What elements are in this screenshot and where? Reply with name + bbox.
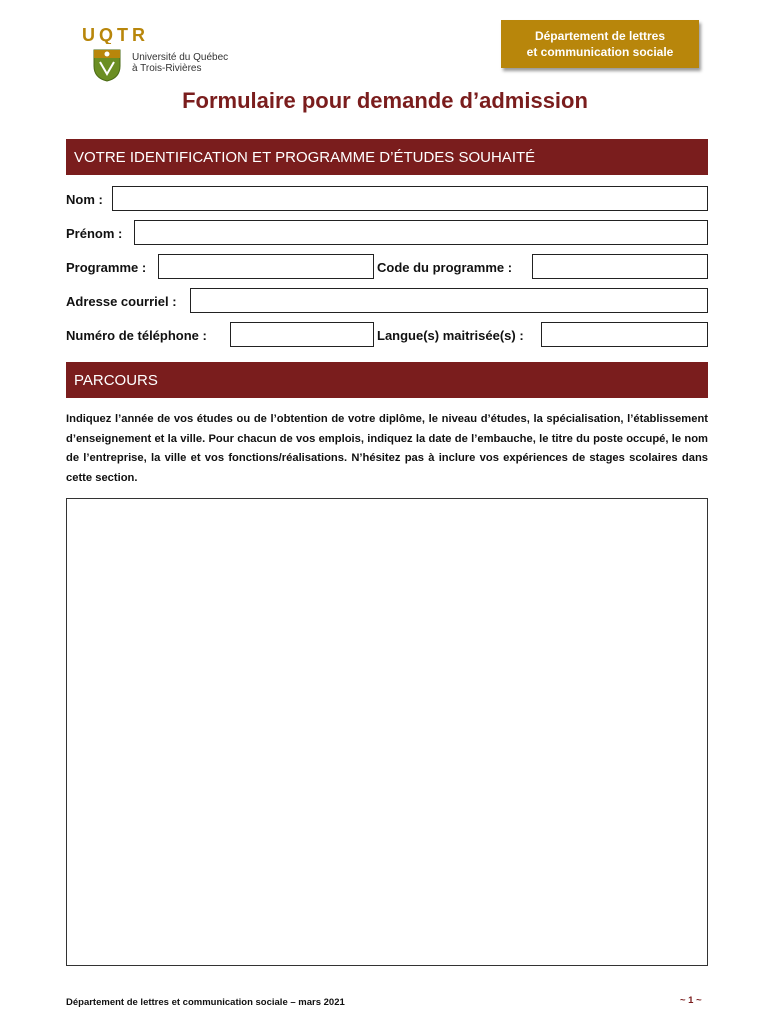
department-box [501, 20, 699, 68]
programme-input[interactable] [158, 254, 374, 279]
university-name [132, 52, 228, 74]
university-line2: à Trois-Rivières [132, 63, 202, 74]
code-programme-input[interactable] [532, 254, 708, 279]
section-identification-heading: VOTRE IDENTIFICATION ET PROGRAMME D’ÉTUDES SOUHAITÉ [66, 139, 708, 175]
page-title: Formulaire pour demande d’admission [182, 88, 588, 113]
telephone-input[interactable] [230, 322, 374, 347]
code-programme-label: Code du programme : [377, 260, 513, 275]
parcours-instructions: Indiquez l’année de vos études ou de l’obtention de votre diplôme, le niveau d’études, la spécialisation, l’établissement d’enseignement et la ville. Pour chacun de vos emplois, indiquez la date de l’embauche, le titre du poste occupé, le nom de l’entreprise, la ville et vos fonctions/réalisations. N’hésitez pas à inclure vos expériences de stages scolaires dans cette section. [66, 413, 708, 484]
svg-text:UQTR: UQTR [82, 26, 149, 44]
section-parcours-heading: PARCOURS [66, 362, 708, 398]
department-line2: et communication sociale [526, 45, 674, 59]
telephone-label: Numéro de téléphone : [66, 328, 207, 343]
department-line1: Département de lettres [534, 29, 666, 43]
uqtr-crest-icon [92, 48, 122, 82]
footer-text: Département de lettres et communication sociale – mars 2021 [66, 997, 345, 1008]
programme-label: Programme : [66, 260, 147, 275]
courriel-input[interactable] [190, 288, 708, 313]
langues-label: Langue(s) maitrisée(s) : [377, 328, 524, 343]
prenom-input[interactable] [134, 220, 708, 245]
courriel-label: Adresse courriel : [66, 294, 177, 309]
nom-input[interactable] [112, 186, 708, 211]
nom-label: Nom : [66, 192, 103, 207]
uqtr-logo [82, 26, 242, 86]
parcours-textarea[interactable] [66, 498, 708, 966]
langues-input[interactable] [541, 322, 708, 347]
page-number: ~ 1 ~ [680, 995, 702, 1006]
university-line1: Université du Québec [132, 52, 229, 63]
uqtr-wordmark-icon [82, 26, 182, 44]
prenom-label: Prénom : [66, 226, 123, 241]
